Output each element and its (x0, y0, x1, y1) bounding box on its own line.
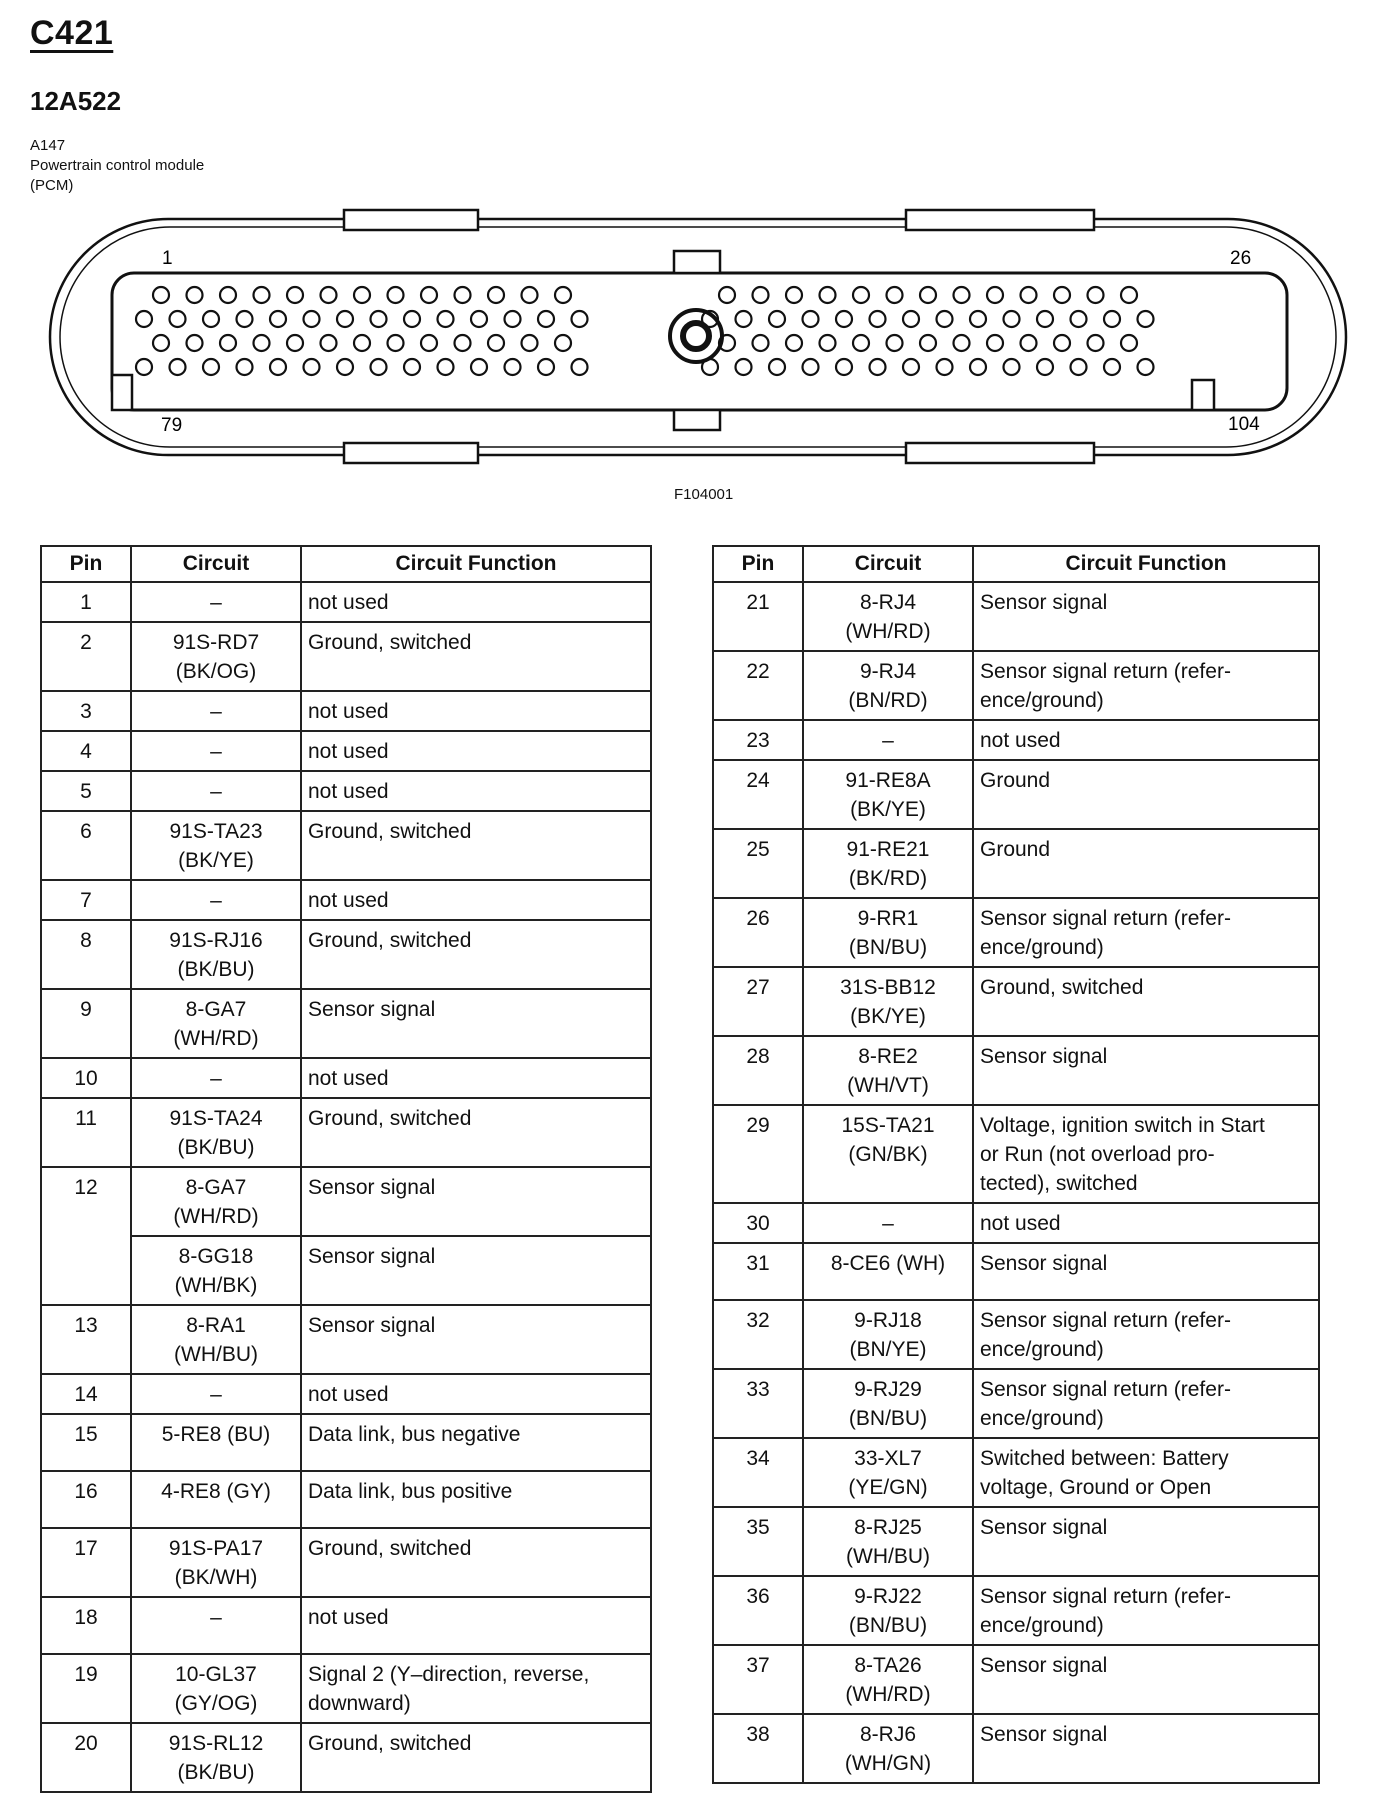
table-row (41, 880, 651, 920)
table-row (713, 1438, 1319, 1507)
circuit-code: 8-GG18 (WH/BK) (131, 1236, 301, 1305)
circuit-function: Sensor signal (301, 1305, 651, 1374)
pin-hole (555, 335, 571, 351)
circuit-function: Ground, switched (301, 1723, 651, 1792)
pin-hole (1054, 335, 1070, 351)
pin-hole (987, 287, 1003, 303)
table-row (41, 1236, 651, 1305)
table-row (41, 1471, 651, 1528)
circuit-code: – (803, 1203, 973, 1243)
circuit-function: Sensor signal (973, 1243, 1319, 1300)
pin-number: 27 (713, 967, 803, 1036)
pin-hole (820, 287, 836, 303)
table-row (41, 1058, 651, 1098)
pin-number: 13 (41, 1305, 131, 1374)
table-row (713, 760, 1319, 829)
pin-number: 24 (713, 760, 803, 829)
pin-hole (153, 335, 169, 351)
circuit-function: Sensor signal (973, 1714, 1319, 1783)
circuit-code: 4-RE8 (GY) (131, 1471, 301, 1528)
circuit-code: 31S-BB12 (BK/YE) (803, 967, 973, 1036)
pin-hole (505, 311, 521, 327)
table-row (713, 1036, 1319, 1105)
latch-tab (344, 210, 478, 230)
pin-number: 26 (713, 898, 803, 967)
pin-hole (870, 311, 886, 327)
pin-hole (753, 335, 769, 351)
table-row (41, 622, 651, 691)
table-row (713, 582, 1319, 651)
pin-hole (170, 359, 186, 375)
table-row (41, 811, 651, 880)
latch-tab (906, 210, 1094, 230)
pin-hole (522, 287, 538, 303)
table-row (41, 1305, 651, 1374)
pin-hole (1104, 311, 1120, 327)
pin-hole (836, 359, 852, 375)
pin-label-79: 79 (161, 415, 183, 436)
pin-hole (903, 359, 919, 375)
circuit-code: 33-XL7 (YE/GN) (803, 1438, 973, 1507)
pin-hole (337, 359, 353, 375)
pin-hole (455, 335, 471, 351)
pin-hole (438, 311, 454, 327)
circuit-function: Signal 2 (Y–direction, reverse, downward) (301, 1654, 651, 1723)
header-function: Circuit Function (301, 546, 651, 582)
circuit-code: – (131, 1597, 301, 1654)
pin-hole (237, 311, 253, 327)
pin-hole (321, 335, 337, 351)
circuit-code: 91S-TA23 (BK/YE) (131, 811, 301, 880)
circuit-function: Sensor signal (973, 1645, 1319, 1714)
circuit-function: Sensor signal return (refer- ence/ground) (973, 1576, 1319, 1645)
table-row (41, 920, 651, 989)
circuit-code: 8-GA7 (WH/RD) (131, 989, 301, 1058)
table-row (41, 989, 651, 1058)
table-row (41, 1597, 651, 1654)
circuit-code: – (131, 691, 301, 731)
circuit-function: Sensor signal (973, 1507, 1319, 1576)
circuit-function: Sensor signal return (refer- ence/ground) (973, 651, 1319, 720)
header-circuit: Circuit (131, 546, 301, 582)
table-row (41, 1723, 651, 1792)
pin-hole (388, 335, 404, 351)
circuit-function: not used (301, 582, 651, 622)
circuit-code: 10-GL37 (GY/OG) (131, 1654, 301, 1723)
table-header-row (713, 546, 1319, 582)
pin-hole (937, 359, 953, 375)
pin-hole (870, 359, 886, 375)
pin-number: 25 (713, 829, 803, 898)
table-row (41, 771, 651, 811)
connector-title: C421 (30, 14, 114, 52)
table-row (41, 1098, 651, 1167)
table-row (713, 651, 1319, 720)
table-row (41, 1167, 651, 1236)
pin-hole (304, 311, 320, 327)
pin-hole (187, 287, 203, 303)
pin-hole (471, 359, 487, 375)
pin-hole (321, 287, 337, 303)
circuit-function: not used (973, 1203, 1319, 1243)
circuit-code: – (131, 1374, 301, 1414)
table-row (713, 1576, 1319, 1645)
pin-hole (270, 311, 286, 327)
table-row (713, 829, 1319, 898)
pin-hole (970, 311, 986, 327)
pin-hole (404, 311, 420, 327)
circuit-code: – (131, 880, 301, 920)
pin-number: 11 (41, 1098, 131, 1167)
table-row (713, 1243, 1319, 1300)
pin-hole (753, 287, 769, 303)
pin-hole (254, 287, 270, 303)
circuit-function: Ground, switched (301, 920, 651, 989)
pin-hole (572, 311, 588, 327)
pin-number: 6 (41, 811, 131, 880)
pin-hole (438, 359, 454, 375)
circuit-code: 8-RE2 (WH/VT) (803, 1036, 973, 1105)
pin-hole (220, 287, 236, 303)
pin-number: 17 (41, 1528, 131, 1597)
pin-hole (954, 287, 970, 303)
pin-number: 22 (713, 651, 803, 720)
pin-hole (220, 335, 236, 351)
pin-hole (1121, 335, 1137, 351)
component-info (30, 136, 204, 196)
pin-number: 15 (41, 1414, 131, 1471)
circuit-function: Ground, switched (301, 622, 651, 691)
key-bottom (674, 410, 720, 430)
header-function: Circuit Function (973, 546, 1319, 582)
pin-hole (572, 359, 588, 375)
circuit-code: 91S-RJ16 (BK/BU) (131, 920, 301, 989)
circuit-code: – (131, 731, 301, 771)
table-row (41, 582, 651, 622)
pin-hole (1021, 335, 1037, 351)
header-pin: Pin (713, 546, 803, 582)
circuit-function: Sensor signal (973, 1036, 1319, 1105)
table-row (713, 898, 1319, 967)
pin-hole (937, 311, 953, 327)
pin-hole (371, 311, 387, 327)
pin-hole (1138, 359, 1154, 375)
pin-hole (1004, 311, 1020, 327)
pin-hole (237, 359, 253, 375)
center-bolt (670, 310, 722, 362)
circuit-code: 91S-TA24 (BK/BU) (131, 1098, 301, 1167)
pin-hole (1104, 359, 1120, 375)
pin-hole (203, 359, 219, 375)
pin-number: 33 (713, 1369, 803, 1438)
pin-number: 3 (41, 691, 131, 731)
pin-hole (970, 359, 986, 375)
pin-number: 2 (41, 622, 131, 691)
key-top (674, 251, 720, 273)
table-row (713, 1369, 1319, 1438)
pin-hole (1037, 311, 1053, 327)
pin-hole (1071, 359, 1087, 375)
circuit-function: Ground, switched (301, 1098, 651, 1167)
pin-hole (1021, 287, 1037, 303)
pin-hole (719, 287, 735, 303)
circuit-code: 9-RR1 (BN/BU) (803, 898, 973, 967)
pin-hole (354, 335, 370, 351)
pin-number: 37 (713, 1645, 803, 1714)
pin-hole (388, 287, 404, 303)
connector-diagram (48, 205, 1348, 475)
table-row (713, 1300, 1319, 1369)
circuit-code: 91-RE21 (BK/RD) (803, 829, 973, 898)
table-row (41, 1528, 651, 1597)
pin-hole (136, 311, 152, 327)
circuit-function: Sensor signal return (refer- ence/ground) (973, 898, 1319, 967)
pin-hole (853, 335, 869, 351)
table-row (41, 731, 651, 771)
pin-hole (337, 311, 353, 327)
circuit-function: not used (301, 1058, 651, 1098)
pin-hole (371, 359, 387, 375)
circuit-code: 8-RJ25 (WH/BU) (803, 1507, 973, 1576)
pin-hole (769, 311, 785, 327)
circuit-code: 91S-RL12 (BK/BU) (131, 1723, 301, 1792)
pin-hole (803, 311, 819, 327)
pin-hole (354, 287, 370, 303)
circuit-code: 9-RJ18 (BN/YE) (803, 1300, 973, 1369)
pin-number: 31 (713, 1243, 803, 1300)
pin-number: 20 (41, 1723, 131, 1792)
component-id: A147 (30, 137, 66, 154)
pin-number: 34 (713, 1438, 803, 1507)
pin-hole (887, 287, 903, 303)
pin-number: 12 (41, 1167, 131, 1305)
circuit-code: 9-RJ4 (BN/RD) (803, 651, 973, 720)
pin-hole (555, 287, 571, 303)
latch-tab (906, 443, 1094, 463)
circuit-code: 8-RJ4 (WH/RD) (803, 582, 973, 651)
pin-number: 1 (41, 582, 131, 622)
pin-hole (736, 311, 752, 327)
pin-hole (702, 359, 718, 375)
pin-hole (488, 335, 504, 351)
pin-hole (1071, 311, 1087, 327)
circuit-function: Sensor signal (301, 1236, 651, 1305)
latch-tab (344, 443, 478, 463)
circuit-function: not used (301, 691, 651, 731)
pin-hole (254, 335, 270, 351)
circuit-function: not used (301, 1597, 651, 1654)
circuit-function: Sensor signal (973, 582, 1319, 651)
table-row (41, 1374, 651, 1414)
pin-hole (538, 311, 554, 327)
component-abbr: (PCM) (30, 177, 74, 194)
table-row (41, 691, 651, 731)
pin-number: 19 (41, 1654, 131, 1723)
pin-hole (853, 287, 869, 303)
pin-hole (153, 287, 169, 303)
table-row (713, 1203, 1319, 1243)
circuit-code: 8-TA26 (WH/RD) (803, 1645, 973, 1714)
circuit-function: not used (973, 720, 1319, 760)
pin-number: 28 (713, 1036, 803, 1105)
table-row (713, 1105, 1319, 1203)
pin-number: 38 (713, 1714, 803, 1783)
figure-id: F104001 (674, 486, 734, 503)
table-header-row (41, 546, 651, 582)
pin-table-right (712, 545, 1320, 1784)
pin-hole (304, 359, 320, 375)
circuit-code: 15S-TA21 (GN/BK) (803, 1105, 973, 1203)
pin-label-1: 1 (162, 248, 173, 269)
pin-hole (920, 287, 936, 303)
table-row (41, 1654, 651, 1723)
pin-hole (287, 335, 303, 351)
pin-number: 36 (713, 1576, 803, 1645)
corner-post-left (112, 375, 132, 410)
pin-number: 5 (41, 771, 131, 811)
circuit-function: Ground, switched (973, 967, 1319, 1036)
pin-hole (170, 311, 186, 327)
pin-hole (1121, 287, 1137, 303)
header-circuit: Circuit (803, 546, 973, 582)
pin-number: 10 (41, 1058, 131, 1098)
circuit-function: Ground (973, 829, 1319, 898)
pin-label-104: 104 (1228, 414, 1260, 435)
circuit-code: 8-GA7 (WH/RD) (131, 1167, 301, 1236)
pin-table-left (40, 545, 652, 1793)
pin-number: 14 (41, 1374, 131, 1414)
circuit-code: 5-RE8 (BU) (131, 1414, 301, 1471)
circuit-code: – (131, 771, 301, 811)
pin-hole (522, 335, 538, 351)
pin-hole (786, 287, 802, 303)
circuit-function: Ground (973, 760, 1319, 829)
circuit-code: 91S-PA17 (BK/WH) (131, 1528, 301, 1597)
circuit-function: Switched between: Battery voltage, Ground or Open (973, 1438, 1319, 1507)
table-row (41, 1414, 651, 1471)
pin-hole (203, 311, 219, 327)
corner-post-right (1192, 380, 1214, 410)
circuit-function: Ground, switched (301, 1528, 651, 1597)
circuit-function: not used (301, 771, 651, 811)
circuit-code: – (131, 582, 301, 622)
pin-hole (1004, 359, 1020, 375)
circuit-code: – (131, 1058, 301, 1098)
circuit-function: Data link, bus positive (301, 1471, 651, 1528)
table-row (713, 1645, 1319, 1714)
pin-number: 35 (713, 1507, 803, 1576)
pin-hole (1088, 335, 1104, 351)
pin-hole (421, 287, 437, 303)
circuit-function: not used (301, 880, 651, 920)
circuit-code: 9-RJ29 (BN/BU) (803, 1369, 973, 1438)
pin-hole (1088, 287, 1104, 303)
circuit-code: 91-RE8A (BK/YE) (803, 760, 973, 829)
circuit-function: Sensor signal (301, 989, 651, 1058)
pin-number: 9 (41, 989, 131, 1058)
circuit-code: 8-CE6 (WH) (803, 1243, 973, 1300)
component-name: Powertrain control module (30, 157, 205, 174)
pin-hole (505, 359, 521, 375)
circuit-function: not used (301, 731, 651, 771)
circuit-function: Data link, bus negative (301, 1414, 651, 1471)
pin-hole (769, 359, 785, 375)
pin-number: 7 (41, 880, 131, 920)
pin-hole (987, 335, 1003, 351)
table-row (713, 1714, 1319, 1783)
pin-hole (1037, 359, 1053, 375)
pin-hole (471, 311, 487, 327)
pin-hole (954, 335, 970, 351)
circuit-function: Sensor signal return (refer- ence/ground) (973, 1369, 1319, 1438)
pin-hole (455, 287, 471, 303)
pin-hole (270, 359, 286, 375)
table-row (713, 967, 1319, 1036)
pin-number: 8 (41, 920, 131, 989)
pin-number: 21 (713, 582, 803, 651)
pin-hole (136, 359, 152, 375)
circuit-code: 9-RJ22 (BN/BU) (803, 1576, 973, 1645)
circuit-code: 8-RJ6 (WH/GN) (803, 1714, 973, 1783)
pin-hole (421, 335, 437, 351)
pin-number: 29 (713, 1105, 803, 1203)
pin-hole (1054, 287, 1070, 303)
circuit-function: Voltage, ignition switch in Start or Run (not overload pro- tected), switched (973, 1105, 1319, 1203)
pin-number: 23 (713, 720, 803, 760)
center-bolt-hole (683, 323, 709, 349)
circuit-function: not used (301, 1374, 651, 1414)
pin-number: 30 (713, 1203, 803, 1243)
pin-hole (786, 335, 802, 351)
pin-hole (538, 359, 554, 375)
circuit-function: Sensor signal return (refer- ence/ground) (973, 1300, 1319, 1369)
pin-hole (836, 311, 852, 327)
pin-hole (736, 359, 752, 375)
pin-hole (287, 287, 303, 303)
pin-hole (887, 335, 903, 351)
pin-hole (820, 335, 836, 351)
pin-hole (903, 311, 919, 327)
pin-hole (404, 359, 420, 375)
header-pin: Pin (41, 546, 131, 582)
table-row (713, 720, 1319, 760)
pin-number: 18 (41, 1597, 131, 1654)
pin-number: 16 (41, 1471, 131, 1528)
pin-hole (488, 287, 504, 303)
pin-hole (803, 359, 819, 375)
pin-number: 4 (41, 731, 131, 771)
circuit-function: Sensor signal (301, 1167, 651, 1236)
circuit-code: 91S-RD7 (BK/OG) (131, 622, 301, 691)
pin-hole (1138, 311, 1154, 327)
pin-hole (187, 335, 203, 351)
table-row (713, 1507, 1319, 1576)
pin-hole (920, 335, 936, 351)
circuit-code: – (803, 720, 973, 760)
pin-number: 32 (713, 1300, 803, 1369)
part-number: 12A522 (30, 86, 122, 116)
circuit-code: 8-RA1 (WH/BU) (131, 1305, 301, 1374)
circuit-function: Ground, switched (301, 811, 651, 880)
pin-label-26: 26 (1230, 248, 1252, 269)
